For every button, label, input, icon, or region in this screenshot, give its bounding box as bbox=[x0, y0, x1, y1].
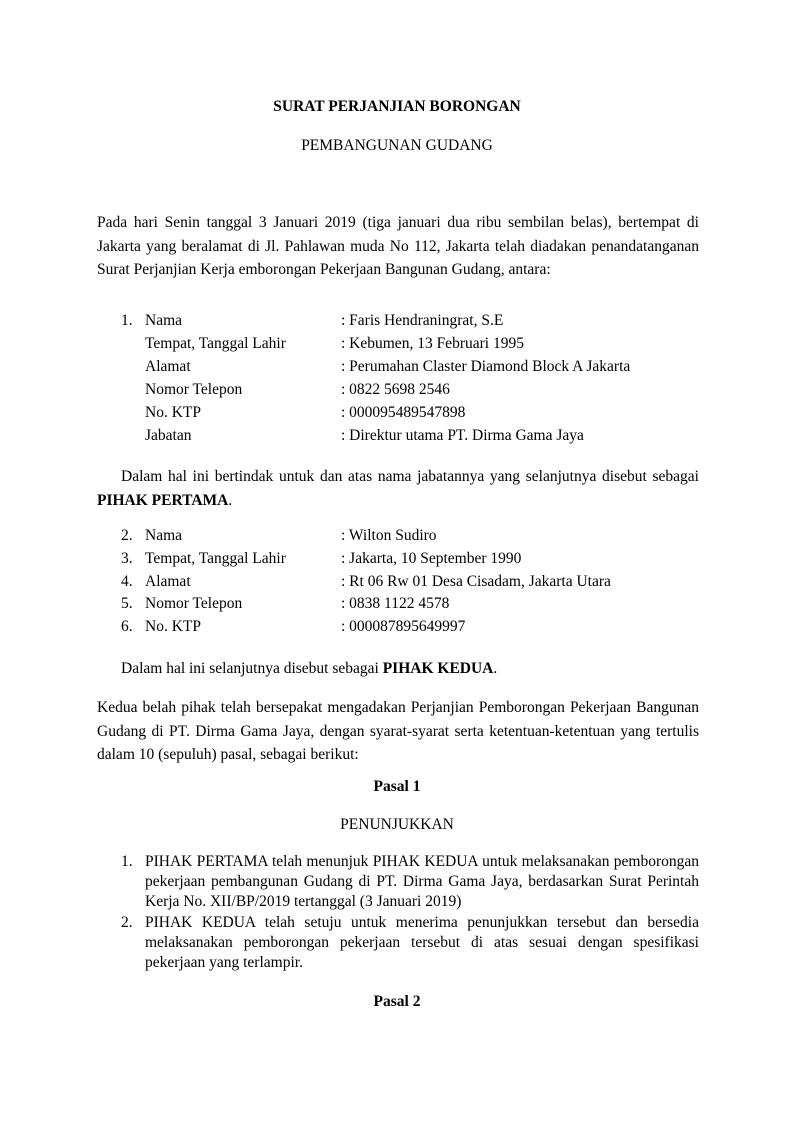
party2-value-name: : Wilton Sudiro bbox=[341, 527, 437, 544]
party1-value-address: : Perumahan Claster Diamond Block A Jakarta bbox=[341, 358, 631, 375]
pasal2-heading: Pasal 2 bbox=[373, 993, 421, 1010]
party1-value-phone: : 0822 5698 2546 bbox=[341, 381, 450, 398]
party2-label-name: Nama bbox=[145, 527, 183, 544]
party1-label-position: Jabatan bbox=[145, 427, 192, 444]
party2-value-phone: : 0838 1122 4578 bbox=[341, 595, 450, 612]
pasal1-item-number: 1. bbox=[121, 853, 133, 870]
party2-value-address: : Rt 06 Rw 01 Desa Cisadam, Jakarta Utara bbox=[341, 573, 611, 590]
party2-statement-text: Dalam hal ini selanjutnya disebut sebagai bbox=[121, 660, 383, 677]
party1-value-birth: : Kebumen, 13 Februari 1995 bbox=[341, 335, 524, 352]
party1-statement bbox=[97, 465, 699, 512]
intro-paragraph: Pada hari Senin tanggal 3 Januari 2019 (tiga januari dua ribu sembilan belas), bertempat di Jakarta yang beralamat di Jl. Pahlawan muda No 112, Jakarta telah diadakan penandatanganan Surat Perjanjian Kerja emborongan Pekerjaan Bangunan Gudang, antara: bbox=[97, 214, 699, 278]
party2-designation: PIHAK KEDUA bbox=[382, 660, 494, 677]
pasal1-item-text: PIHAK PERTAMA telah menunjuk PIHAK KEDUA untuk melaksanakan pemborongan pekerjaan pembangunan Gudang di PT. Dirma Gama Jaya, berdasarkan Surat Perintah Kerja No. XII/BP/2019 tertanggal (3 Januari 2019) bbox=[145, 853, 699, 910]
pasal1-title: PENUNJUKKAN bbox=[340, 816, 454, 833]
party1-number: 1. bbox=[121, 312, 133, 329]
party2-value-birth: : Jakarta, 10 September 1990 bbox=[341, 550, 522, 567]
party2-statement-end: . bbox=[493, 660, 498, 677]
party2-label-address: Alamat bbox=[145, 573, 191, 590]
party1-designation: PIHAK PERTAMA bbox=[97, 491, 229, 509]
party2-number-name: 2. bbox=[121, 527, 133, 544]
party1-value-ktp: : 000095489547898 bbox=[341, 404, 466, 421]
party1-statement-end: . bbox=[228, 491, 233, 509]
document-subtitle: PEMBANGUNAN GUDANG bbox=[301, 137, 493, 154]
party2-number-address: 4. bbox=[121, 573, 133, 590]
party2-label-ktp: No. KTP bbox=[145, 618, 201, 635]
pasal1-heading: Pasal 1 bbox=[373, 778, 421, 795]
agreement-paragraph: Kedua belah pihak telah bersepakat mengadakan Perjanjian Pemborongan Pekerjaan Bangunan Gudang di PT. Dirma Gama Jaya, dengan syarat-syarat serta ketentuan-ketentuan yang tertulis dalam 10 (sepuluh) pasal, sebagai berikut: bbox=[97, 699, 699, 763]
pasal1-item-text: PIHAK KEDUA telah setuju untuk menerima penunjukkan tersebut dan bersedia melaksanakan pemborongan pekerjaan tersebut di atas sesuai dengan spesifikasi pekerjaan yang terlampir. bbox=[145, 914, 699, 971]
party2-number-ktp: 6. bbox=[121, 618, 133, 635]
party2-number-birth: 3. bbox=[121, 550, 133, 567]
party2-value-ktp: : 000087895649997 bbox=[341, 618, 466, 635]
party2-label-phone: Nomor Telepon bbox=[145, 595, 243, 612]
party1-label-birth: Tempat, Tanggal Lahir bbox=[145, 335, 286, 352]
party2-label-birth: Tempat, Tanggal Lahir bbox=[145, 550, 286, 567]
party2-statement bbox=[97, 657, 699, 681]
document-title: SURAT PERJANJIAN BORONGAN bbox=[273, 98, 521, 115]
party1-label-phone: Nomor Telepon bbox=[145, 381, 243, 398]
party1-statement-text: Dalam hal ini bertindak untuk dan atas nama jabatannya yang selanjutnya disebut sebagai bbox=[121, 468, 699, 485]
party2-number-phone: 5. bbox=[121, 595, 133, 612]
party1-label-address: Alamat bbox=[145, 358, 191, 375]
party1-label-name: Nama bbox=[145, 312, 183, 329]
party1-value-position: : Direktur utama PT. Dirma Gama Jaya bbox=[341, 427, 584, 444]
pasal1-item-number: 2. bbox=[121, 914, 133, 931]
party1-label-ktp: No. KTP bbox=[145, 404, 201, 421]
party1-value-name: : Faris Hendraningrat, S.E bbox=[341, 312, 504, 329]
